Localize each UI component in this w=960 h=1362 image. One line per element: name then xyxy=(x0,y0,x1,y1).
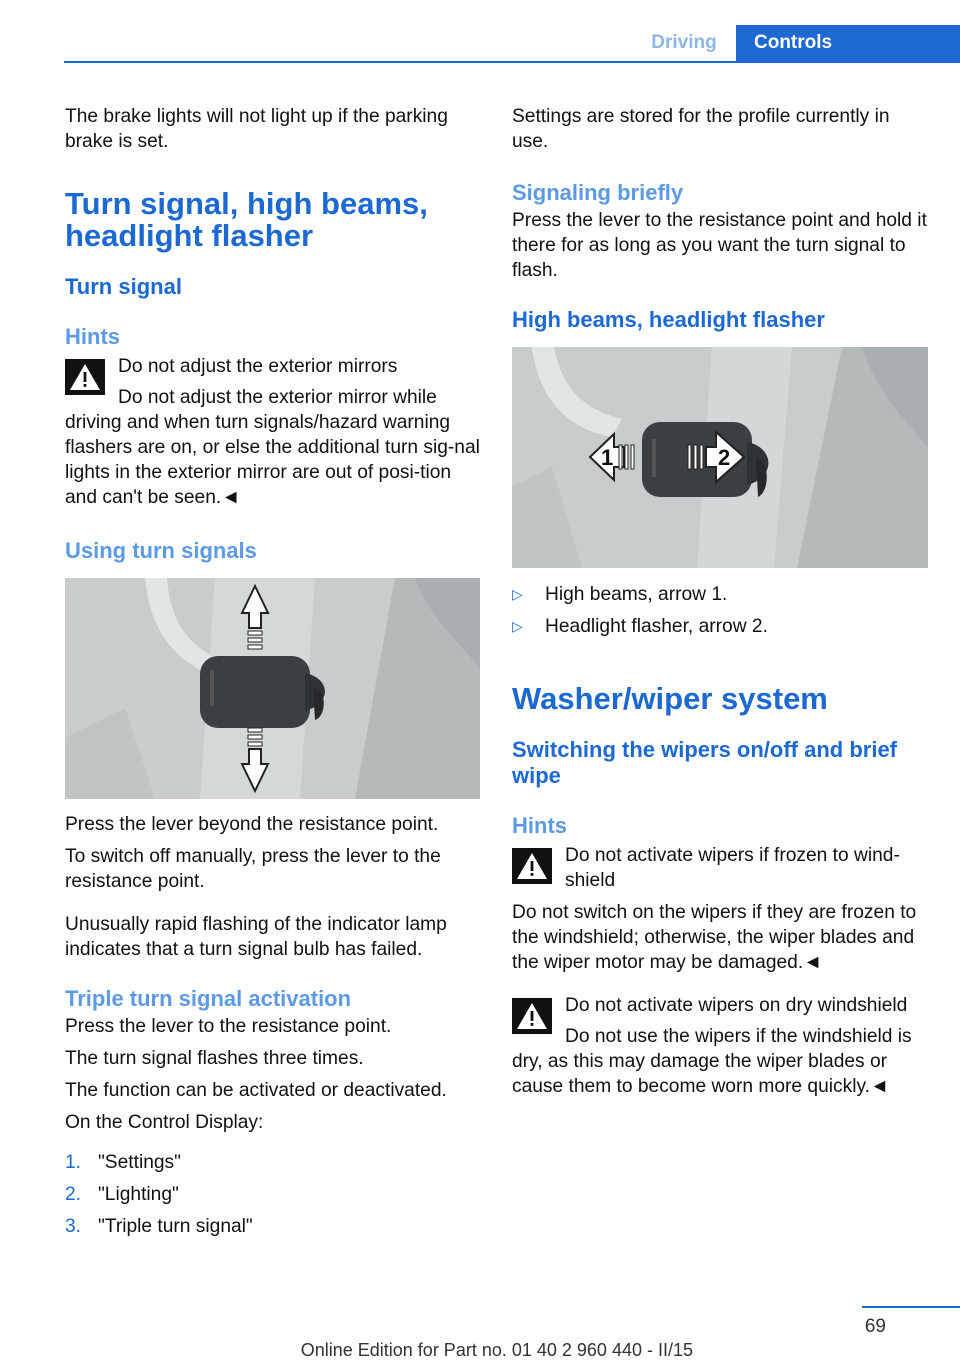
bullet-icon: ▷ xyxy=(512,586,523,602)
list-item: 1. "Settings" xyxy=(65,1152,181,1173)
left-column xyxy=(65,100,480,1239)
warning-title: Do not activate wipers if frozen to wind-shield xyxy=(565,845,900,891)
list-item: ▷ Headlight flasher, arrow 2. xyxy=(512,616,768,637)
arrow-1-label: 1 xyxy=(601,445,614,470)
heading-triple-turn-signal: Triple turn signal activation xyxy=(65,986,352,1011)
warning-icon xyxy=(512,848,552,884)
heading-using-turn-signals: Using turn signals xyxy=(65,538,257,563)
paragraph-press-beyond: Press the lever beyond the resistance point. xyxy=(65,814,439,835)
header-rule xyxy=(64,61,960,63)
heading-signaling-briefly: Signaling briefly xyxy=(512,180,684,205)
paragraph-activated: The function can be activated or deactivated. xyxy=(65,1080,447,1101)
warning-text: Do not switch on the wipers if they are frozen to the windshield; otherwise, the wiper blades and the wiper motor may be damaged.◄ xyxy=(512,902,917,973)
heading-high-beams: High beams, headlight flasher xyxy=(512,307,825,332)
bullet-icon: ▷ xyxy=(512,618,523,634)
edition-footer: Online Edition for Part no. 01 40 2 960 440 - II/15 xyxy=(300,1340,693,1360)
heading-hints-wipers: Hints xyxy=(512,813,567,838)
paragraph-press-resistance: Press the lever to the resistance point. xyxy=(65,1016,392,1037)
turn-signal-lever-figure xyxy=(65,578,480,799)
high-beams-lever-figure xyxy=(512,347,928,568)
section-title-turn-signal: Turn signal, high beams, headlight flasher xyxy=(65,186,428,253)
arrow-2-label: 2 xyxy=(718,445,731,470)
tab-driving[interactable]: Driving xyxy=(651,32,717,53)
list-item: 3. "Triple turn signal" xyxy=(65,1216,253,1237)
heading-hints: Hints xyxy=(65,324,120,349)
paragraph-flashes-three: The turn signal flashes three times. xyxy=(65,1048,364,1069)
list-item: ▷ High beams, arrow 1. xyxy=(512,584,728,605)
right-column xyxy=(512,100,928,1099)
warning-icon xyxy=(512,998,552,1034)
warning-icon xyxy=(65,359,105,395)
intro-paragraph: The brake lights will not light up if the parking brake is set. xyxy=(65,106,448,152)
section-title-washer: Washer/wiper system xyxy=(512,681,828,716)
paragraph-switch-off: To switch off manually, press the lever to the resistance point. xyxy=(65,846,441,892)
list-item: 2. "Lighting" xyxy=(65,1184,179,1205)
tab-controls[interactable]: Controls xyxy=(736,25,960,61)
warning-title: Do not adjust the exterior mirrors xyxy=(118,356,398,377)
paragraph-control-display: On the Control Display: xyxy=(65,1112,264,1133)
warning-frozen-wipers xyxy=(512,843,928,975)
paragraph-signaling: Press the lever to the resistance point and hold it there for as long as you want the turn signal to flash. xyxy=(512,210,927,281)
settings-steps-list xyxy=(65,1150,480,1239)
warning-exterior-mirrors xyxy=(65,354,480,510)
page-number: 69 xyxy=(864,1316,886,1337)
heading-turn-signal: Turn signal xyxy=(65,274,182,299)
paragraph-settings-stored: Settings are stored for the profile currently in use. xyxy=(512,106,890,152)
heading-switching-wipers: Switching the wipers on/off and brief wipe xyxy=(512,737,898,788)
warning-title: Do not activate wipers on dry windshield xyxy=(565,995,908,1016)
paragraph-rapid-flashing: Unusually rapid flashing of the indicator lamp indicates that a turn signal bulb has failed. xyxy=(65,914,447,960)
warning-text: Do not use the wipers if the windshield is dry, as this may damage the wiper blades or cause them to become worn more quickly.◄ xyxy=(512,1026,912,1097)
warning-dry-windshield xyxy=(512,993,928,1099)
high-beams-list xyxy=(512,582,928,639)
footer-rule xyxy=(862,1306,960,1308)
warning-text: Do not adjust the exterior mirror while driving and when turn signals/hazard warning flashers are on, or else the additional turn sig-nal lights in the exterior mirror are out of posi-tion and can't be seen.◄ xyxy=(65,387,480,508)
